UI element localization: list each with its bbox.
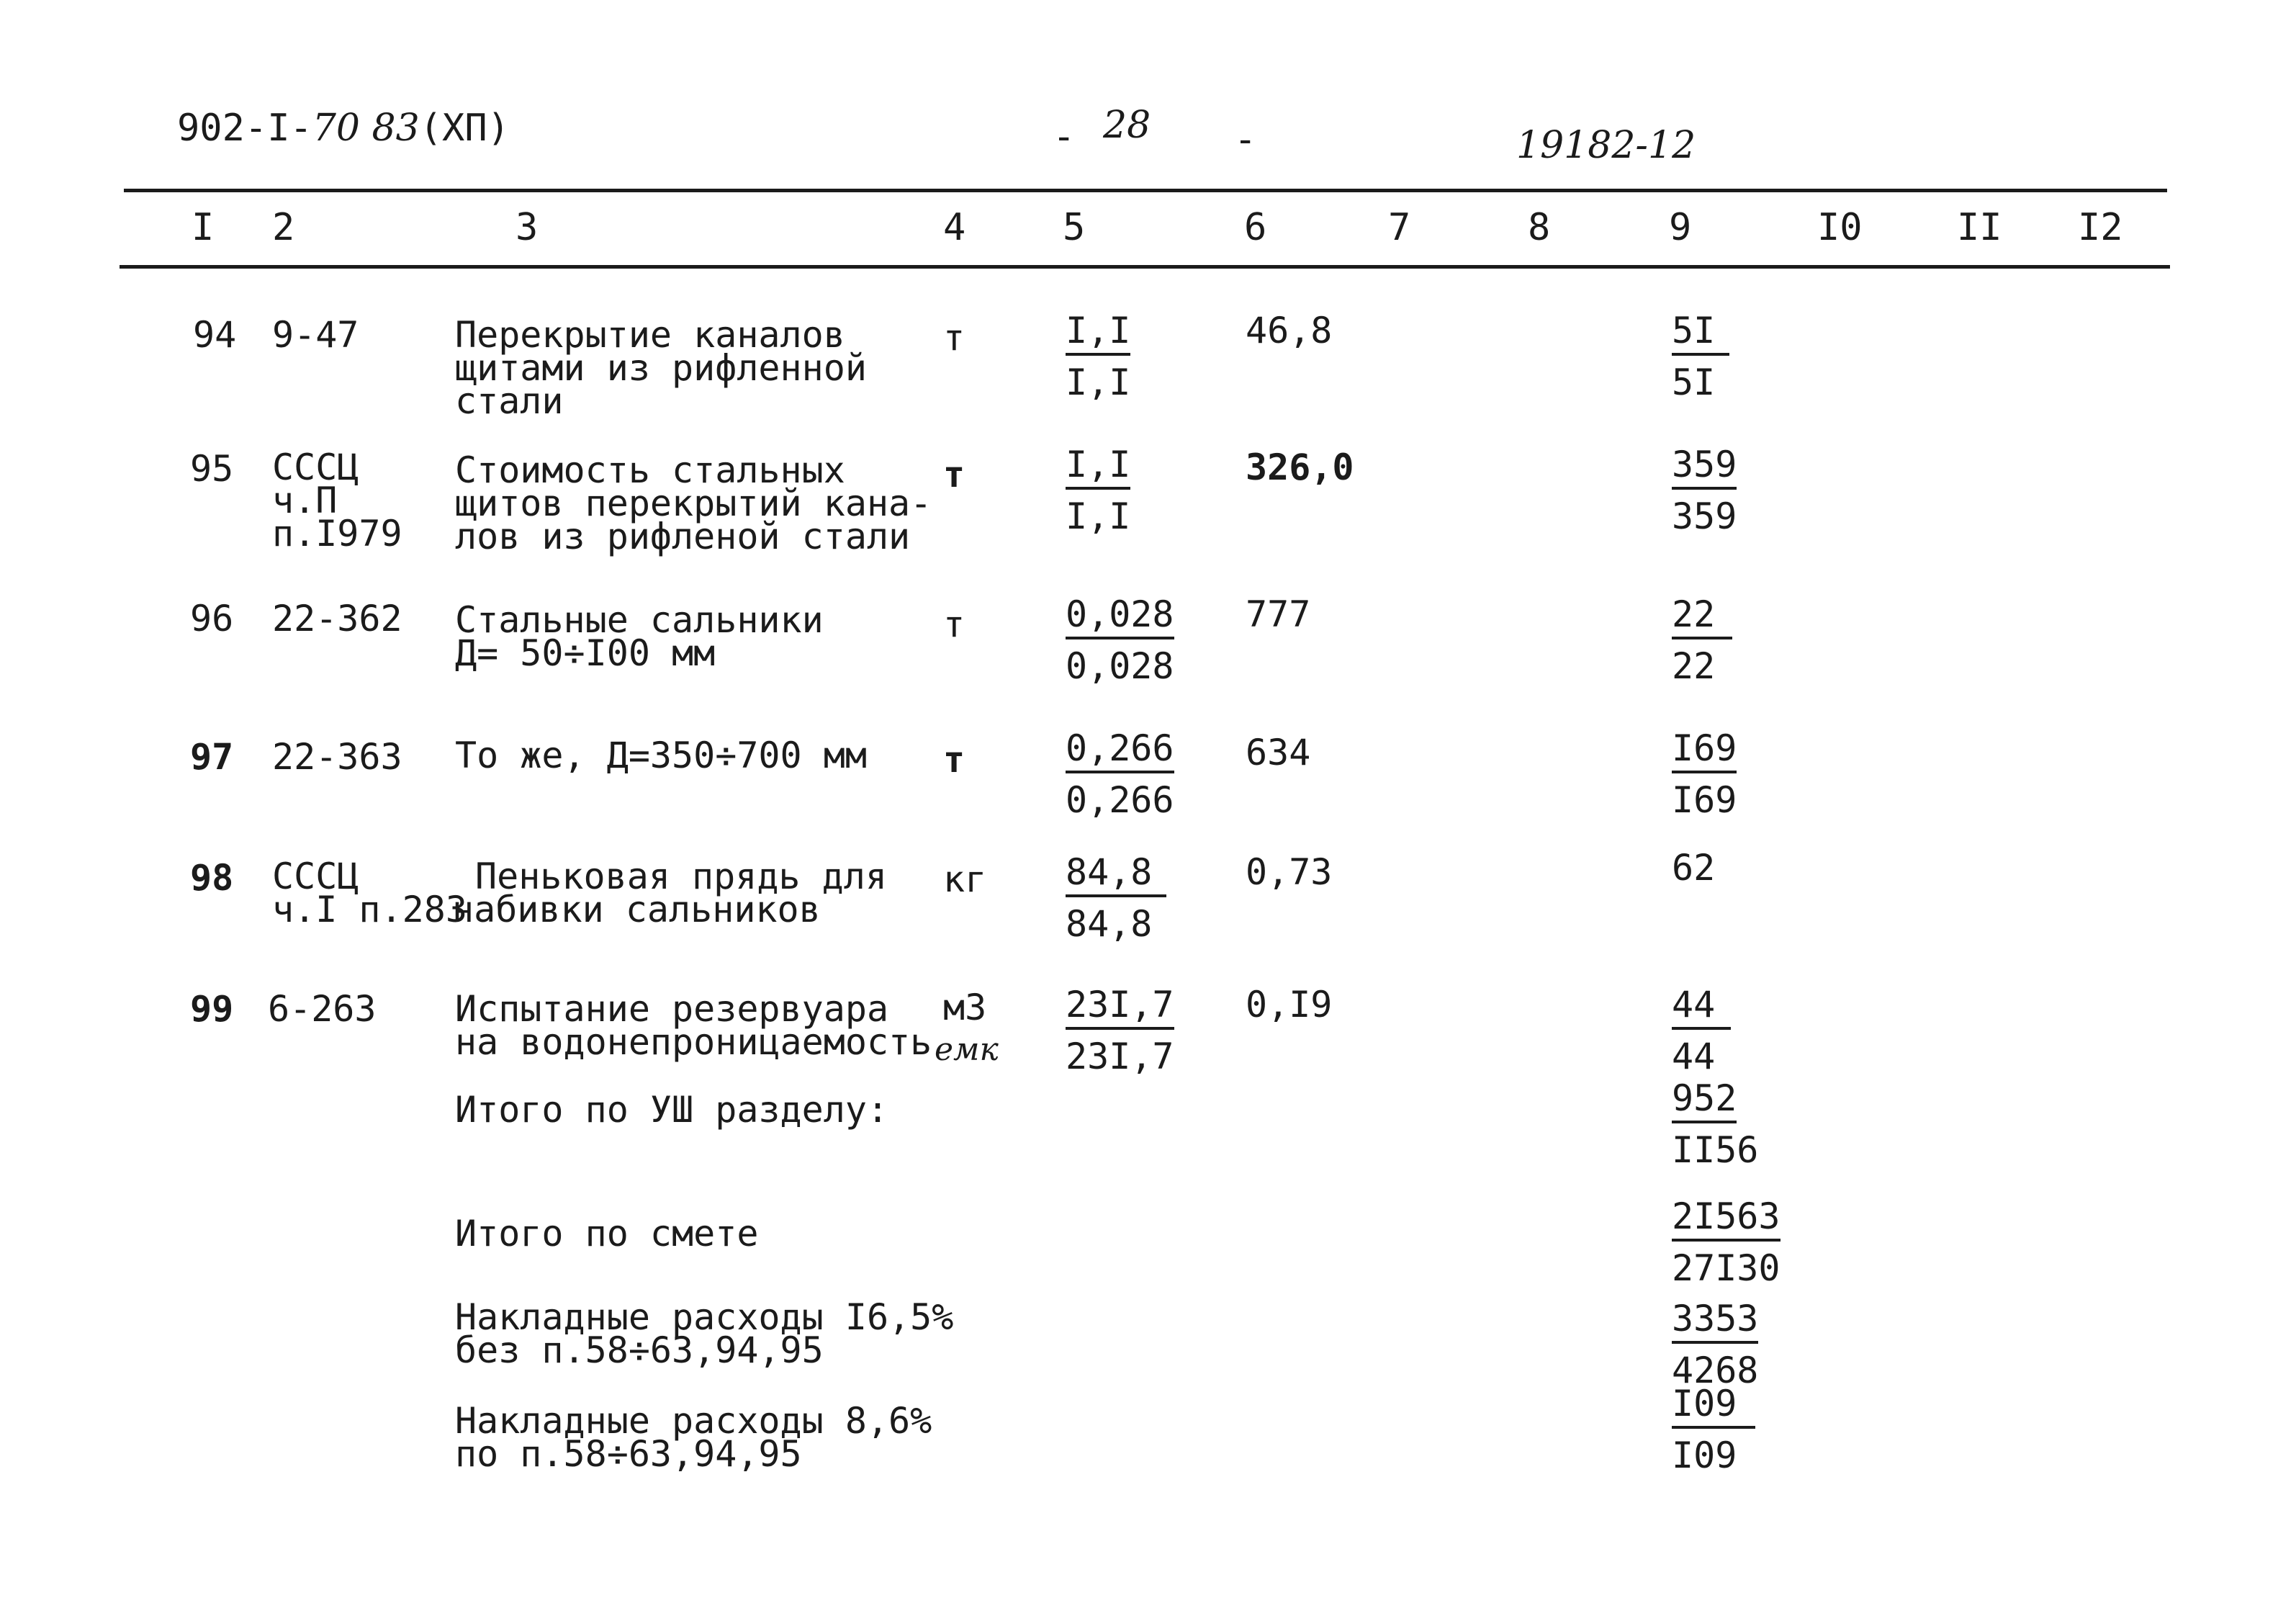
row-description-line: То же, Д=350÷700 мм	[455, 735, 867, 776]
column-header-8: 8	[1528, 206, 1551, 249]
quantity-top: 0,266	[1066, 730, 1174, 773]
row-number: 95	[190, 448, 234, 490]
quantity-bottom: 23I,7	[1066, 1036, 1174, 1077]
sheet-reference: 19182-12	[1516, 124, 1696, 167]
quantity-bottom: I,I	[1066, 362, 1131, 403]
document-code	[177, 107, 510, 150]
row-quantity	[1066, 310, 1131, 403]
summary-value-bottom: 4268	[1672, 1350, 1759, 1391]
row-unit: т	[943, 603, 965, 645]
quantity-bottom: 84,8	[1066, 903, 1153, 945]
total-bottom: 22	[1672, 645, 1716, 687]
document-code-printed: 902-I-	[177, 107, 312, 150]
row-description-line: набивки сальников	[452, 889, 821, 930]
summary-value-top: I09	[1672, 1386, 1755, 1429]
row-description	[455, 599, 824, 674]
row-description-line: щитов перекрытий кана-	[455, 482, 932, 524]
row-quantity	[1066, 593, 1174, 687]
row-unit: кг	[943, 858, 987, 900]
column-header-3: 3	[516, 206, 539, 249]
row-code	[272, 856, 467, 930]
summary-value-top: 3353	[1672, 1301, 1758, 1344]
row-unit-price: 0,I9	[1246, 984, 1333, 1025]
row-description-line: Д= 50÷I00 мм	[455, 632, 716, 674]
row-description-line: лов из рифленой стали	[455, 516, 911, 557]
row-total	[1672, 727, 1737, 821]
column-header-12: I2	[2078, 206, 2123, 249]
summary-label-line: без п.58÷63,94,95	[455, 1329, 824, 1371]
row-description-line: Перекрытие каналов	[455, 314, 845, 356]
row-code-line: 6-263	[268, 988, 377, 1030]
document-code-suffix: (XП)	[419, 107, 510, 150]
row-unit-price: 634	[1246, 732, 1311, 773]
row-unit: т	[943, 739, 965, 781]
row-total	[1672, 310, 1729, 403]
column-header-6: 6	[1244, 206, 1267, 249]
row-description	[452, 856, 887, 930]
row-code-line: п.I979	[272, 513, 402, 555]
document-code-handwritten: 70 83	[312, 107, 420, 150]
summary-value	[1672, 1383, 1755, 1476]
summary-label-line: по п.58÷63,94,95	[455, 1433, 802, 1475]
summary-label	[455, 1400, 932, 1475]
total-top: 22	[1672, 596, 1732, 639]
row-code-line: ч.П	[272, 480, 338, 521]
row-quantity	[1066, 444, 1131, 537]
row-code-line: 22-362	[272, 598, 402, 639]
row-code-line: 22-363	[272, 736, 402, 778]
total-top: 5I	[1672, 313, 1729, 356]
row-code-line: СССЦ	[272, 856, 359, 897]
table-top-rule	[124, 189, 2167, 192]
row-description-line: стали	[455, 380, 564, 422]
row-code	[272, 446, 402, 555]
row-unit: т	[943, 317, 965, 359]
column-header-7: 7	[1388, 206, 1411, 249]
column-header-1: I	[192, 206, 215, 249]
column-header-2: 2	[272, 206, 295, 249]
column-header-11: II	[1957, 206, 2002, 249]
column-header-5: 5	[1063, 206, 1086, 249]
row-unit-price: 326,0	[1246, 446, 1354, 488]
row-description	[455, 988, 932, 1063]
summary-label: Итого по смете	[455, 1213, 759, 1254]
row-description-line: щитами из рифленной	[455, 347, 867, 389]
row-code-line: СССЦ	[272, 446, 359, 488]
summary-label-line: Накладные расходы I6,5%	[455, 1296, 954, 1338]
row-total-top: 62	[1672, 847, 1716, 889]
row-description-line: Испытание резервуара	[455, 988, 889, 1030]
summary-label: Итого по УШ разделу:	[455, 1089, 889, 1131]
total-top: 359	[1672, 446, 1737, 490]
column-header-9: 9	[1669, 206, 1692, 249]
summary-value	[1672, 1077, 1759, 1171]
row-number: 99	[190, 988, 234, 1030]
row-total	[1672, 593, 1732, 687]
summary-value	[1672, 1195, 1780, 1289]
column-header-4: 4	[943, 206, 966, 249]
total-bottom: I69	[1672, 779, 1737, 821]
total-top: 44	[1672, 987, 1731, 1030]
row-description-line: Пеньковая прядь для	[475, 856, 887, 897]
summary-value-top: 952	[1672, 1080, 1737, 1123]
page-number-dash-right: -	[1234, 118, 1257, 161]
row-quantity	[1066, 727, 1174, 821]
quantity-top: 84,8	[1066, 854, 1166, 897]
row-number: 97	[190, 736, 234, 778]
quantity-bottom: 0,266	[1066, 779, 1174, 821]
summary-value-bottom: I09	[1672, 1435, 1737, 1476]
row-total	[1672, 984, 1731, 1077]
quantity-bottom: 0,028	[1066, 645, 1174, 687]
quantity-top: 0,028	[1066, 596, 1174, 639]
summary-value-top: 2I563	[1672, 1198, 1780, 1242]
row-description	[455, 735, 867, 776]
row-number: 96	[190, 598, 234, 639]
page-number: 28	[1103, 104, 1151, 147]
summary-label-line: Накладные расходы 8,6%	[455, 1400, 932, 1442]
row-unit-price: 0,73	[1246, 851, 1333, 893]
quantity-top: I,I	[1066, 313, 1130, 356]
summary-value-bottom: 27I30	[1672, 1247, 1780, 1289]
table-header-bottom-rule	[120, 265, 2170, 269]
row-unit: т	[943, 454, 965, 495]
row-quantity	[1066, 984, 1174, 1077]
row-unit-note: емк	[935, 1031, 999, 1068]
summary-value-bottom: II56	[1672, 1129, 1759, 1171]
row-description	[455, 449, 932, 557]
row-quantity	[1066, 851, 1166, 945]
row-code-line: ч.I п.283	[272, 889, 467, 930]
row-number: 98	[190, 857, 234, 899]
row-description-line: Стоимость стальных	[455, 449, 845, 491]
row-number: 94	[193, 314, 237, 356]
quantity-bottom: I,I	[1066, 495, 1131, 537]
summary-label	[455, 1296, 954, 1371]
row-unit-price: 46,8	[1246, 310, 1333, 351]
column-header-10: I0	[1817, 206, 1863, 249]
total-bottom: 359	[1672, 495, 1737, 537]
total-bottom: 5I	[1672, 362, 1716, 403]
row-unit: м3	[943, 987, 987, 1028]
quantity-top: 23I,7	[1066, 987, 1174, 1030]
row-unit-price: 777	[1246, 593, 1311, 635]
quantity-top: I,I	[1066, 446, 1130, 490]
total-top: I69	[1672, 730, 1737, 773]
summary-value	[1672, 1298, 1759, 1391]
page-number-dash-left: -	[1053, 115, 1076, 158]
total-bottom: 44	[1672, 1036, 1716, 1077]
row-total	[1672, 444, 1737, 537]
row-code-line: 9-47	[272, 314, 359, 356]
row-description-line: на водонепроницаемость	[455, 1021, 932, 1063]
row-description-line: Стальные сальники	[455, 599, 824, 641]
row-description	[455, 314, 867, 422]
